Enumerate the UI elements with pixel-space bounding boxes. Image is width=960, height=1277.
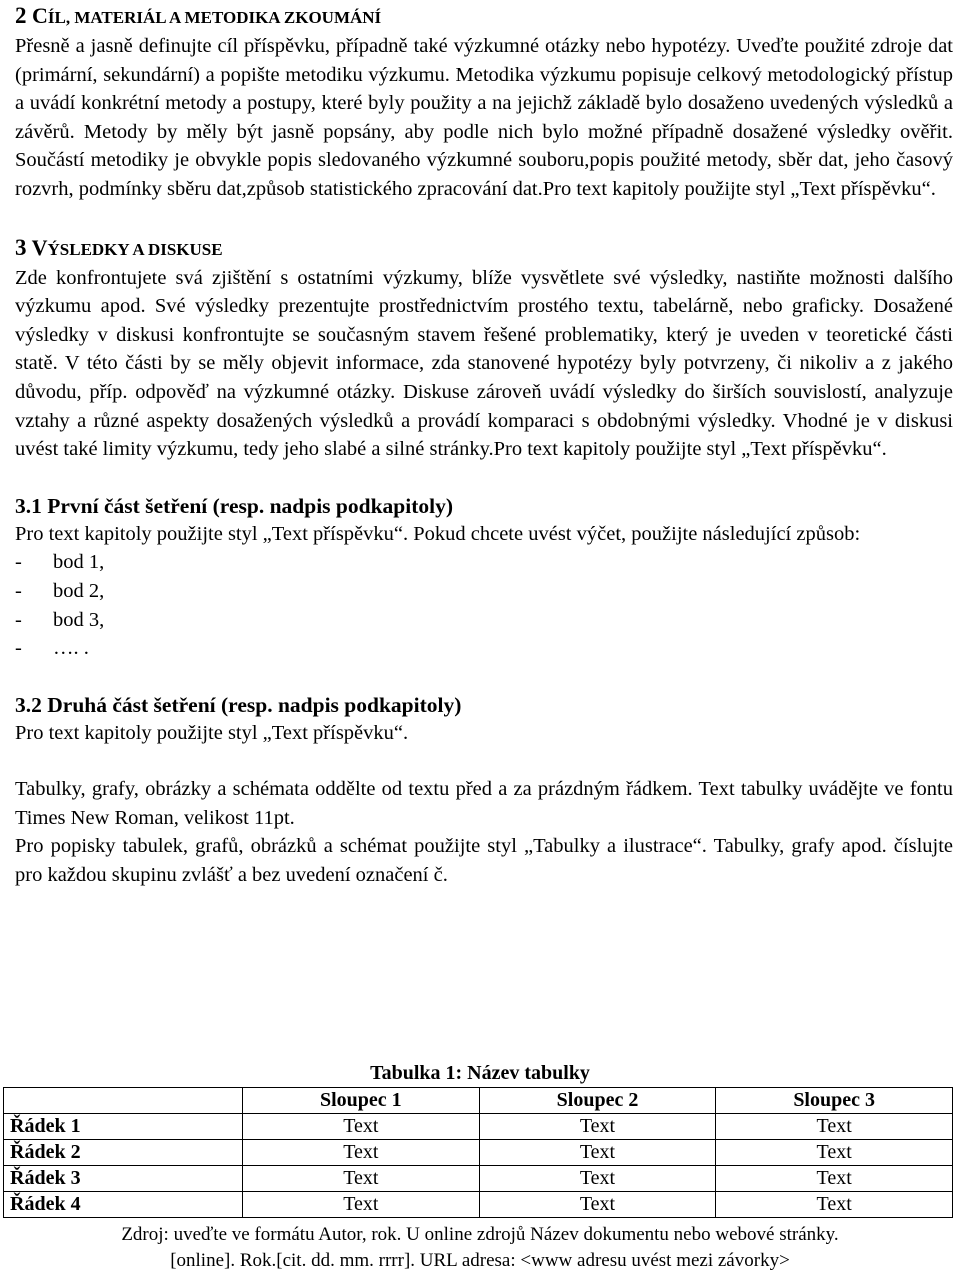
section-3-title-rest: ÝSLEDKY A DISKUSE [47, 239, 223, 259]
table-header-cell: Sloupec 2 [479, 1088, 716, 1114]
list-dash: - [15, 637, 22, 660]
section-3-title-initial: V [31, 234, 48, 260]
section-3-2-body: Pro text kapitoly použijte styl „Text příspěvku“. [15, 721, 409, 744]
list-item-text: bod 3, [53, 608, 105, 631]
section-2-title-initial: C [32, 3, 48, 28]
table-row-header: Řádek 2 [4, 1140, 243, 1166]
section-3-1-heading: 3.1 První část šetření (resp. nadpis podkapitoly) [15, 493, 453, 518]
table-cell: Text [716, 1166, 953, 1192]
table-header-row [4, 1088, 953, 1114]
table-cell: Text [243, 1140, 480, 1166]
list-item-text: bod 1, [53, 551, 105, 574]
section-3-2-body-tables: Tabulky, grafy, obrázky a schémata oddělte od textu před a za prázdným řádkem. Text tabulky uvádějte ve fontu Times New Roman, velikost 11pt. [15, 778, 953, 829]
list-dash: - [15, 551, 22, 574]
document-page [15, 0, 953, 890]
section-3-2-heading: 3.2 Druhá část šetření (resp. nadpis podkapitoly) [15, 692, 462, 717]
table-row-header: Řádek 1 [4, 1114, 243, 1140]
table-cell: Text [479, 1140, 716, 1166]
table-caption-wrap [0, 1061, 960, 1085]
table-cell: Text [479, 1166, 716, 1192]
section-3-heading [15, 234, 953, 264]
table-row [4, 1166, 953, 1192]
section-3-number: 3 [15, 234, 27, 260]
table-cell: Text [479, 1114, 716, 1140]
table-cell: Text [243, 1166, 480, 1192]
table-row-header: Řádek 4 [4, 1192, 243, 1218]
list-item [15, 606, 953, 635]
section-2-heading [15, 2, 953, 32]
list-item [15, 634, 953, 663]
section-2-body: Přesně a jasně definujte cíl příspěvku, případně také výzkumné otázky nebo hypotézy. Uveďte použité zdroje dat (primární, sekundární) a popište metodiku výzkumu. Metodika výzkumu popisuje celkový metodologický přístup a uvádí konkrétní metody a postupy, které byly použity a na jejichž základě bylo dosaženo uvedených výsledků a závěrů. Metody by měly být jasně popsány, aby podle nich bylo možné případně dosažené výsledky ověřit. Součástí metodiky je obvykle popis sledovaného výzkumné souboru,popis použité metody, sběr dat, jeho časový rozvrh, podmínky sběru dat,způsob statistického zpracování dat.Pro text kapitoly použijte styl „Text příspěvku“. [15, 35, 953, 200]
data-table [3, 1087, 953, 1218]
table-cell: Text [479, 1192, 716, 1218]
table-cell: Text [716, 1192, 953, 1218]
table-header-cell: Sloupec 1 [243, 1088, 480, 1114]
bullet-list [15, 548, 953, 662]
section-3-1-body: Pro text kapitoly použijte styl „Text příspěvku“. Pokud chcete uvést výčet, použijte následující způsob: [15, 522, 861, 545]
table-cell: Text [716, 1114, 953, 1140]
section-2-title-rest: ÍL, MATERIÁL A METODIKA ZKOUMÁNÍ [47, 8, 382, 27]
section-3-body: Zde konfrontujete svá zjištění s ostatními výzkumy, blíže vysvětlete své výsledky, nastiňte možnosti dalšího výzkumu apod. Své výsledky prezentujte prostřednictvím prostého textu, tabelárně, nebo graficky. Dosažené výsledky v diskusi konfrontujte se současným stavem řešené problematiky, který je uveden v teoretické části statě. V této části by se měly objevit informace, zda stanovené hypotézy byly potvrzeny, či nikoliv a z jakého důvodu, příp. odpověď na výzkumné otázky. Diskuse zároveň uvádí výsledky do širších souvislostí, analyzuje vztahy a různé aspekty dosažených výsledků a provádí komparaci s obdobnými výsledky. Vhodné je v diskusi uvést také limity výzkumu, tedy jeho slabé a silné stránky.Pro text kapitoly použijte styl „Text příspěvku“. [15, 266, 953, 461]
list-item-text: …. . [53, 637, 89, 660]
table-cell: Text [716, 1140, 953, 1166]
table-source-line-2: [online]. Rok.[cit. dd. mm. rrrr]. URL adresa: <www adresu uvést mezi závorky> [170, 1250, 790, 1271]
table-cell: Text [243, 1192, 480, 1218]
section-3-2-body-captions: Pro popisky tabulek, grafů, obrázků a schémat použijte styl „Tabulky a ilustrace“. Tabulky, grafy apod. číslujte pro každou skupinu zvlášť a bez uvedení označení č. [15, 835, 953, 887]
table-cell: Text [243, 1114, 480, 1140]
table-row [4, 1114, 953, 1140]
section-2-number: 2 [15, 3, 27, 28]
table-row-header: Řádek 3 [4, 1166, 243, 1192]
list-item [15, 577, 953, 606]
list-item [15, 548, 953, 577]
list-item-text: bod 2, [53, 579, 105, 602]
table-row [4, 1192, 953, 1218]
list-dash: - [15, 608, 22, 631]
table-row [4, 1140, 953, 1166]
table-caption: Tabulka 1: Název tabulky [370, 1062, 590, 1084]
list-dash: - [15, 579, 22, 602]
table-source-line-1: Zdroj: uveďte ve formátu Autor, rok. U online zdrojů Název dokumentu nebo webové stránky. [121, 1224, 839, 1245]
table-header-cell [4, 1088, 243, 1114]
table-header-cell: Sloupec 3 [716, 1088, 953, 1114]
